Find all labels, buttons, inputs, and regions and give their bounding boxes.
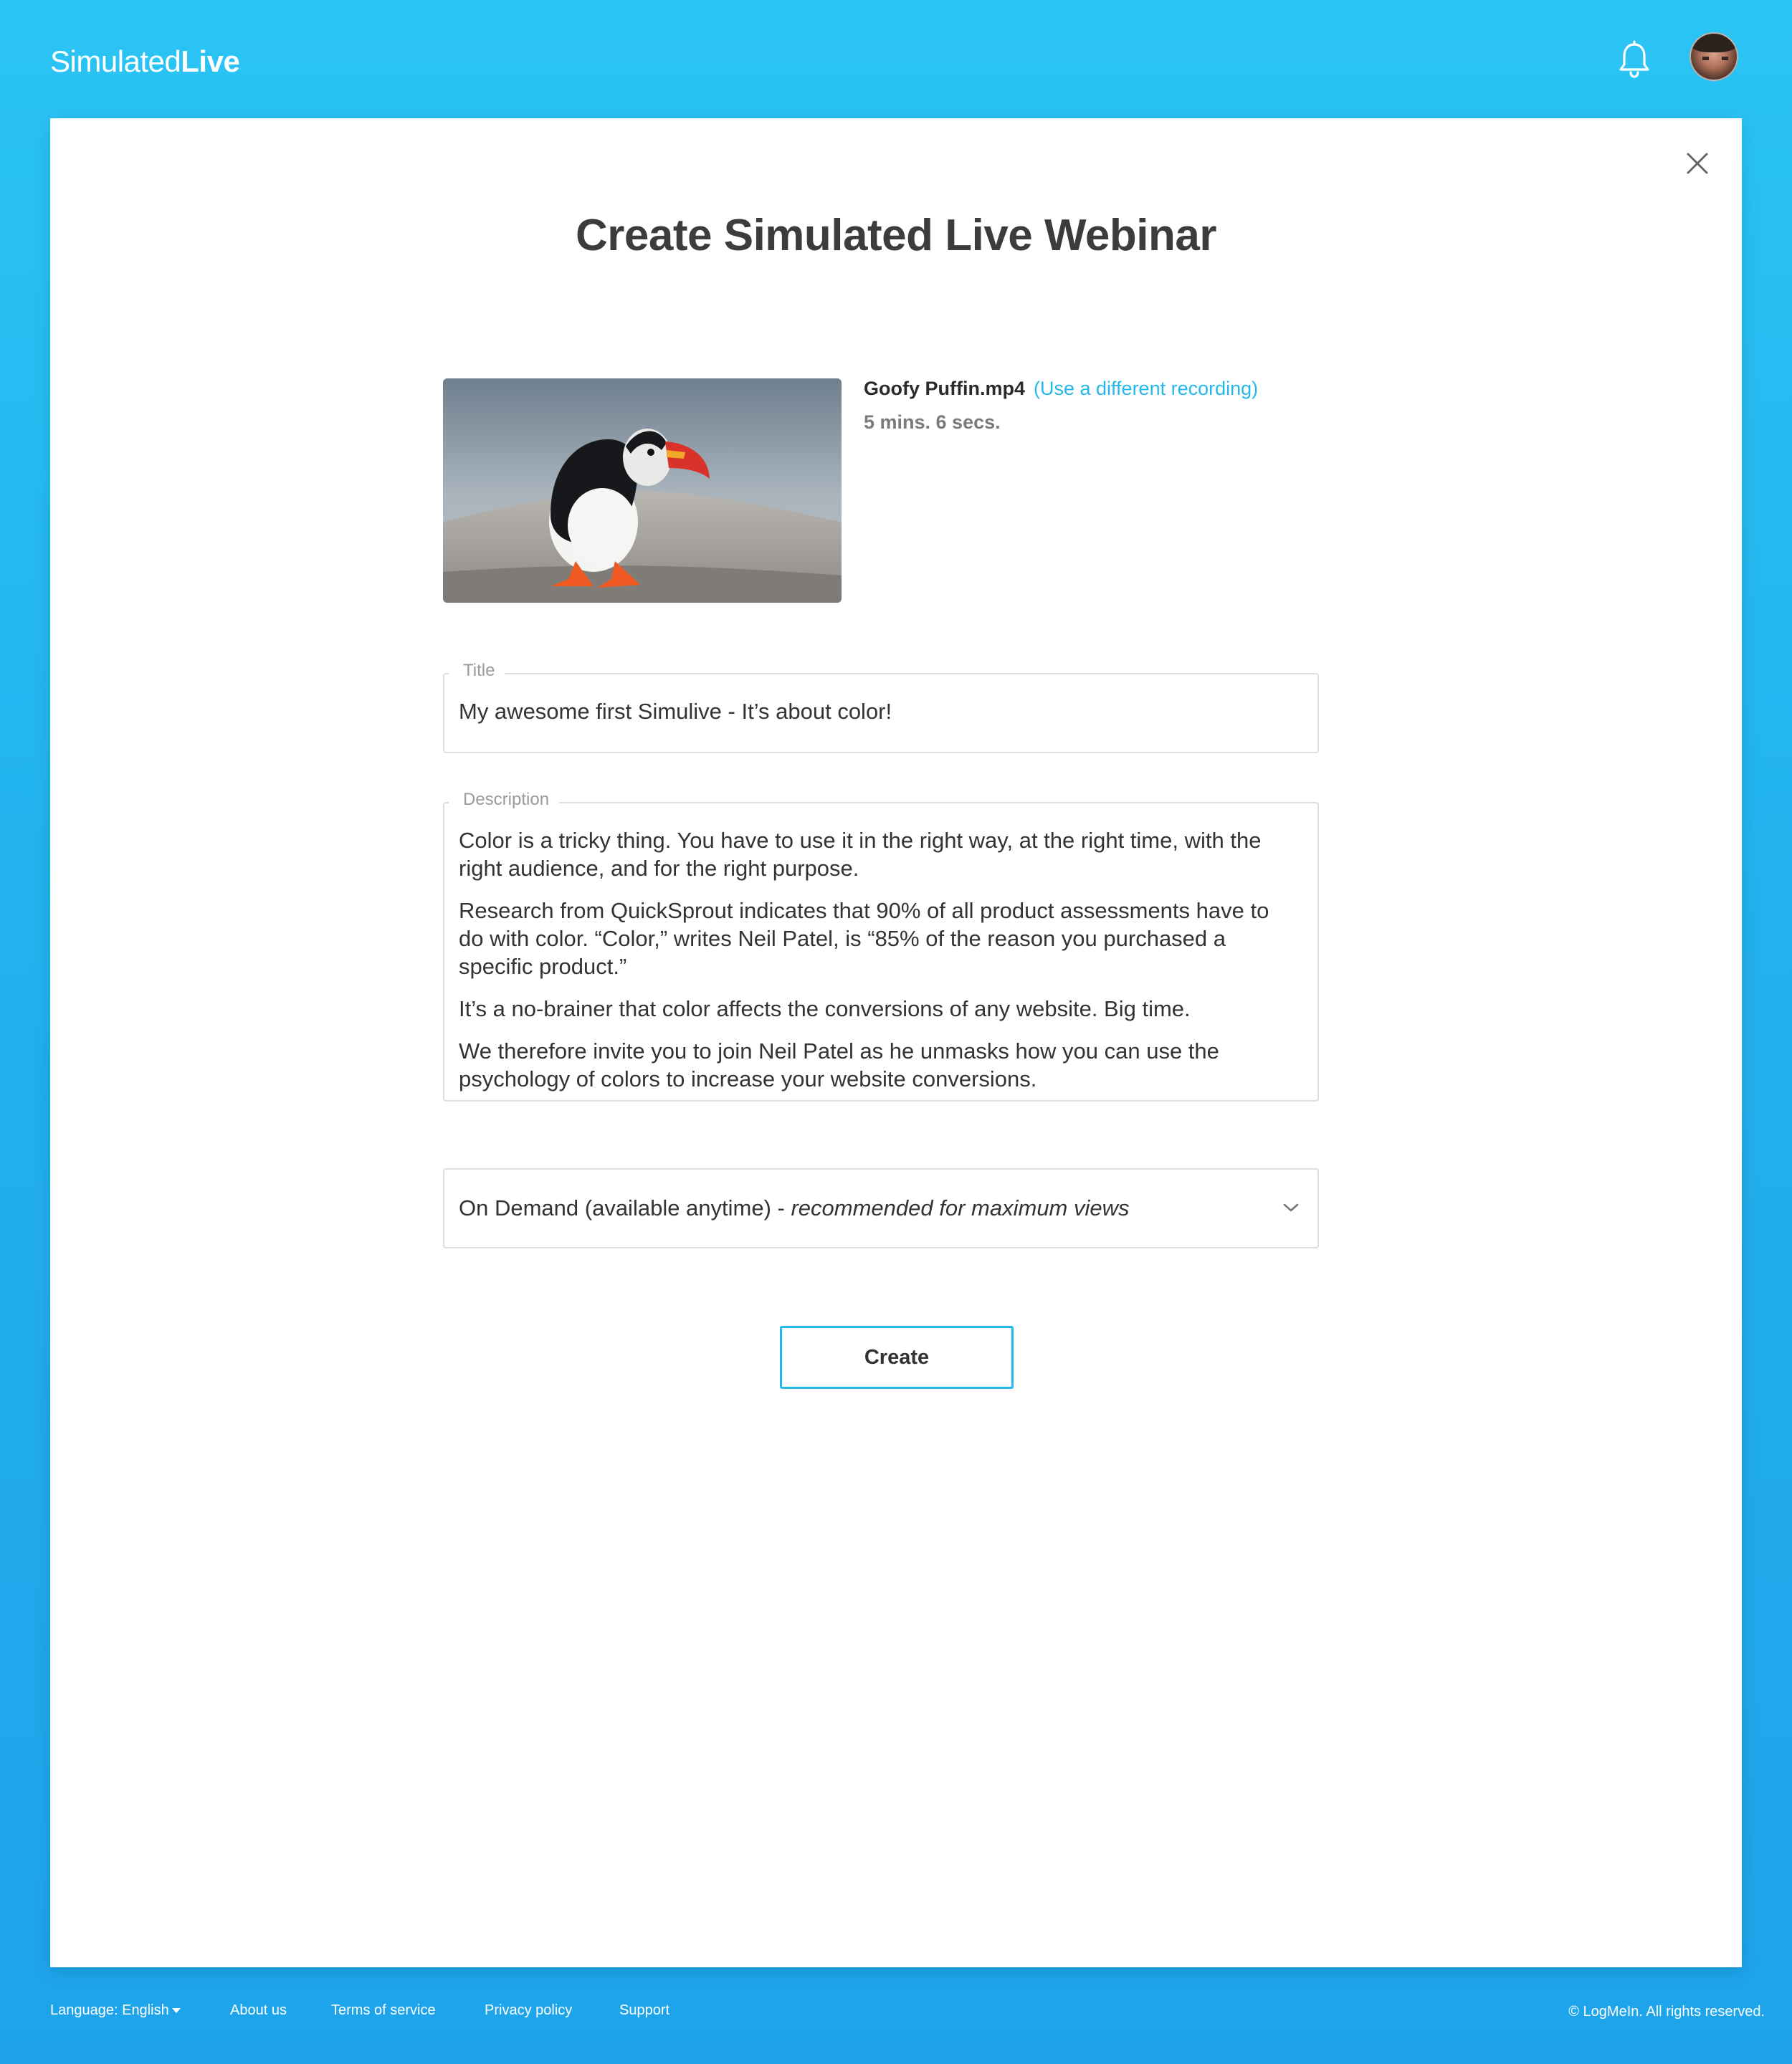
availability-main-text: On Demand (available anytime) - xyxy=(459,1195,791,1220)
language-selector[interactable] xyxy=(50,2002,181,2019)
top-bar xyxy=(0,0,1792,118)
availability-note-text: recommended for maximum views xyxy=(791,1195,1130,1220)
recording-thumbnail xyxy=(443,378,842,603)
description-textarea[interactable] xyxy=(459,826,1296,1107)
create-webinar-modal xyxy=(50,118,1742,1967)
footer-link-about[interactable]: About us xyxy=(230,2002,287,2018)
availability-selected-value xyxy=(459,1195,1130,1221)
bell-icon-graphic xyxy=(1617,40,1652,80)
caret-down-icon xyxy=(172,2008,181,2013)
logo-light-text: Simulated xyxy=(50,44,181,78)
avatar-eyes xyxy=(1702,57,1728,60)
close-icon-graphic xyxy=(1681,147,1714,180)
description-paragraph: Color is a tricky thing. You have to use it in the right way, at the right time, with the right audience, and for the right purpose. xyxy=(459,828,1262,881)
description-paragraph: Research from QuickSprout indicates that 90% of all product assessments have to do with color. “Color,” writes Neil Patel, is “85% of the reason you purchased a specific product.” xyxy=(459,898,1269,979)
footer-link-support[interactable]: Support xyxy=(619,2002,670,2018)
avatar-hair xyxy=(1691,34,1737,52)
title-field-label: Title xyxy=(449,661,505,681)
footer xyxy=(0,1992,1792,2035)
footer-link-terms[interactable]: Terms of service xyxy=(331,2002,436,2018)
copyright: © LogMeIn. All rights reserved. xyxy=(1568,2004,1765,2020)
recording-file-name-text: Goofy Puffin.mp4 xyxy=(864,378,1025,399)
description-paragraph: It’s a no-brainer that color affects the conversions of any website. Big time. xyxy=(459,996,1191,1021)
title-input[interactable]: My awesome first Simulive - It’s about color! xyxy=(459,699,892,724)
logo-bold-text: Live xyxy=(181,44,240,78)
chevron-down-icon xyxy=(1282,1201,1300,1214)
create-button[interactable]: Create xyxy=(780,1326,1014,1389)
recording-duration: 5 mins. 6 secs. xyxy=(864,411,1001,433)
app-logo[interactable] xyxy=(50,44,239,79)
bell-icon[interactable] xyxy=(1617,40,1652,80)
description-field-label: Description xyxy=(449,790,559,810)
availability-select[interactable] xyxy=(443,1168,1319,1248)
description-paragraph: We therefore invite you to join Neil Patel as he unmasks how you can use the psychology of colors to increase your website conversions. xyxy=(459,1038,1219,1091)
recording-file-name xyxy=(864,378,1258,400)
title-field[interactable] xyxy=(443,661,1319,753)
page-title: Create Simulated Live Webinar xyxy=(576,211,1216,260)
footer-link-privacy[interactable]: Privacy policy xyxy=(485,2002,573,2018)
use-different-recording-link[interactable]: (Use a different recording) xyxy=(1034,378,1259,399)
puffin-image xyxy=(443,378,842,603)
description-field[interactable] xyxy=(443,790,1319,1102)
language-label: Language: English xyxy=(50,2002,169,2018)
user-avatar[interactable] xyxy=(1689,32,1738,81)
close-icon[interactable] xyxy=(1681,147,1714,180)
